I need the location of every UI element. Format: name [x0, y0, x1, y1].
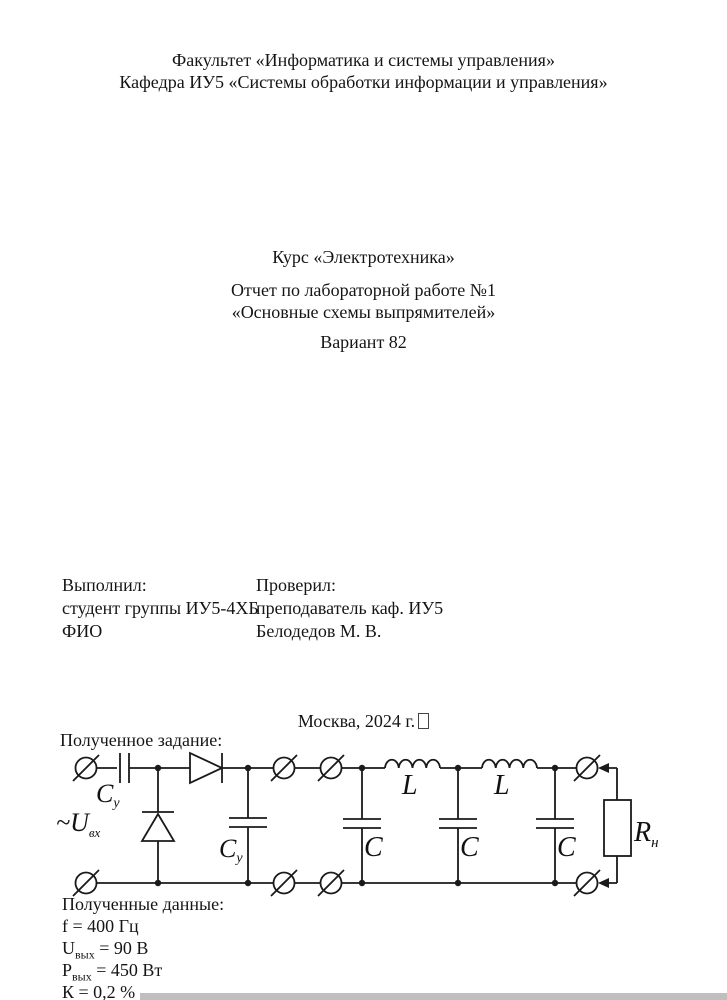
- filter-capacitor-2: [439, 768, 477, 883]
- course-title: Курс «Электротехника»: [272, 247, 455, 267]
- output-terminal-top-icon: [574, 755, 600, 781]
- connector-terminal-icon: [318, 870, 344, 896]
- smoothing-cap-label: Cу: [219, 834, 243, 866]
- filter-capacitor-1: [343, 768, 381, 883]
- city-year-line: [0, 711, 727, 732]
- connector-terminal-icon: [271, 870, 297, 896]
- coupling-capacitor: [120, 753, 129, 783]
- result-line-power: $P_{вых} = 450$ Вт: [62, 960, 163, 984]
- result-line-voltage: $U_{вых} = 90$ В: [62, 938, 149, 962]
- coupling-cap-label: Cу: [96, 779, 120, 811]
- filter-cap-1-label: C: [364, 832, 383, 863]
- series-diode: [190, 753, 222, 783]
- circuit-diagram-svg: [0, 745, 727, 910]
- performed-label: Выполнил:: [62, 575, 147, 595]
- result-line-frequency: f = 400 Гц: [62, 916, 139, 936]
- load-resistor-label: $R_н$: [634, 817, 659, 851]
- task-heading: Полученное задание:: [60, 730, 223, 750]
- report-title-line1: Отчет по лабораторной работе №1: [231, 280, 496, 300]
- checked-label: Проверил:: [256, 575, 336, 595]
- input-terminal-top-icon: [73, 755, 99, 781]
- checked-name-line: Белодедов М. В.: [256, 621, 382, 641]
- checked-position-line: преподаватель каф. ИУ5: [256, 598, 444, 618]
- filter-inductor-2: [482, 760, 537, 768]
- connector-terminal-icon: [271, 755, 297, 781]
- report-title-line2: «Основные схемы выпрямителей»: [231, 302, 496, 322]
- filter-cap-2-label: C: [460, 832, 479, 863]
- city-year-text: Москва, 2024 г.: [297, 711, 416, 731]
- filter-cap-3-label: C: [557, 832, 576, 863]
- output-terminal-bottom-icon: [574, 870, 600, 896]
- results-block: [62, 893, 224, 1000]
- missing-glyph-box-icon: [418, 713, 429, 729]
- scan-edge-strip: [140, 993, 727, 1000]
- results-heading: Полученные данные:: [62, 894, 225, 914]
- input-voltage-label: $\sim U_{вх}$: [56, 808, 101, 840]
- connector-terminal-icon: [318, 755, 344, 781]
- smoothing-capacitor: [229, 768, 267, 883]
- checked-block: [256, 574, 443, 643]
- inductor-2-label: L: [494, 770, 510, 801]
- result-line-ripple: К = 0,2 %: [62, 982, 136, 1000]
- filter-capacitor-3: [536, 768, 574, 883]
- variant-label: Вариант 82: [320, 332, 407, 352]
- header-faculty-line: Факультет «Информатика и системы управления»: [172, 50, 555, 70]
- performed-block: [62, 574, 259, 643]
- performed-name-line: ФИО: [62, 621, 103, 641]
- load-resistor: [604, 768, 631, 883]
- filter-inductor-1: [385, 760, 440, 768]
- header-department-line: Кафедра ИУ5 «Системы обработки информации и управления»: [119, 72, 608, 92]
- shunt-diode: [142, 768, 174, 883]
- performed-group-line: студент группы ИУ5-4ХБ: [62, 598, 259, 618]
- inductor-1-label: L: [402, 770, 418, 801]
